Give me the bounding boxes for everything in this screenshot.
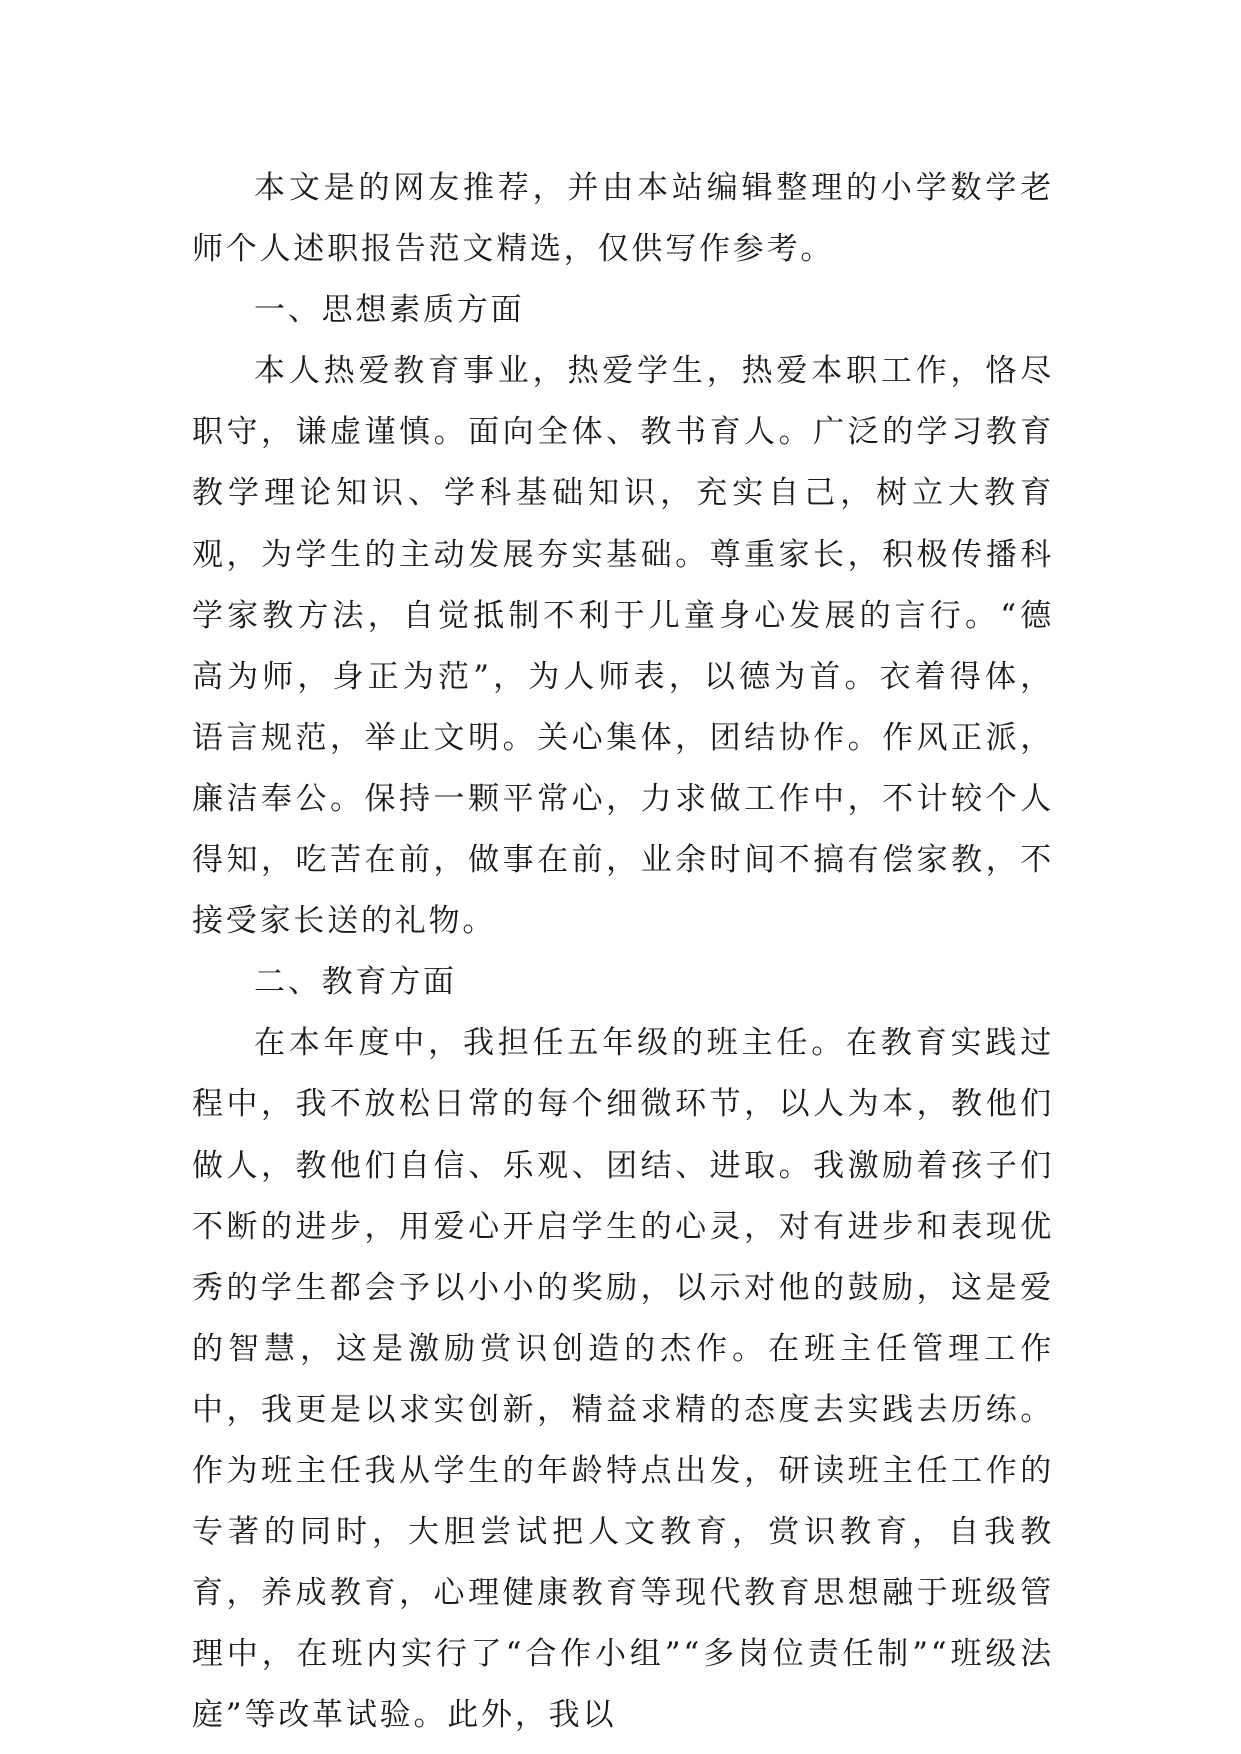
document-body (192, 158, 1054, 1746)
education-paragraph: 在本年度中，我担任五年级的班主任。在教育实践过程中，我不放松日常的每个细微环节，以人为本，教他们做人，教他们自信、乐观、团结、进取。我激励着孩子们不断的进步，用爱心开启学生的心灵，对有进步和表现优秀的学生都会予以小小的奖励，以示对他的鼓励，这是爱的智慧，这是激励赏识创造的杰作。在班主任管理工作中，我更是以求实创新，精益求精的态度去实践去历练。作为班主任我从学生的年龄特点出发，研读班主任工作的专著的同时，大胆尝试把人文教育，赏识教育，自我教育，养成教育，心理健康教育等现代教育思想融于班级管理中，在班内实行了“合作小组”“多岗位责任制”“班级法庭”等改革试验。此外，我以 (192, 1025, 1054, 1734)
intro-paragraph: 本文是的网友推荐，并由本站编辑整理的小学数学老师个人述职报告范文精选，仅供写作参考。 (192, 170, 1054, 268)
section-heading-thought-quality: 一、思想素质方面 (254, 292, 525, 329)
thought-quality-paragraph: 本人热爱教育事业，热爱学生，热爱本职工作，恪尽职守，谦虚谨慎。面向全体、教书育人。广泛的学习教育教学理论知识、学科基础知识，充实自己，树立大教育观，为学生的主动发展夯实基础。尊重家长，积极传播科学家教方法，自觉抵制不利于儿童身心发展的言行。“德高为师，身正为范”，为人师表，以德为首。衣着得体，语言规范，举止文明。关心集体，团结协作。作风正派，廉洁奉公。保持一颗平常心，力求做工作中，不计较个人得知，吃苦在前，做事在前，业余时间不搞有偿家教，不接受家长送的礼物。 (192, 353, 1054, 940)
section-heading-education: 二、教育方面 (254, 964, 457, 1001)
